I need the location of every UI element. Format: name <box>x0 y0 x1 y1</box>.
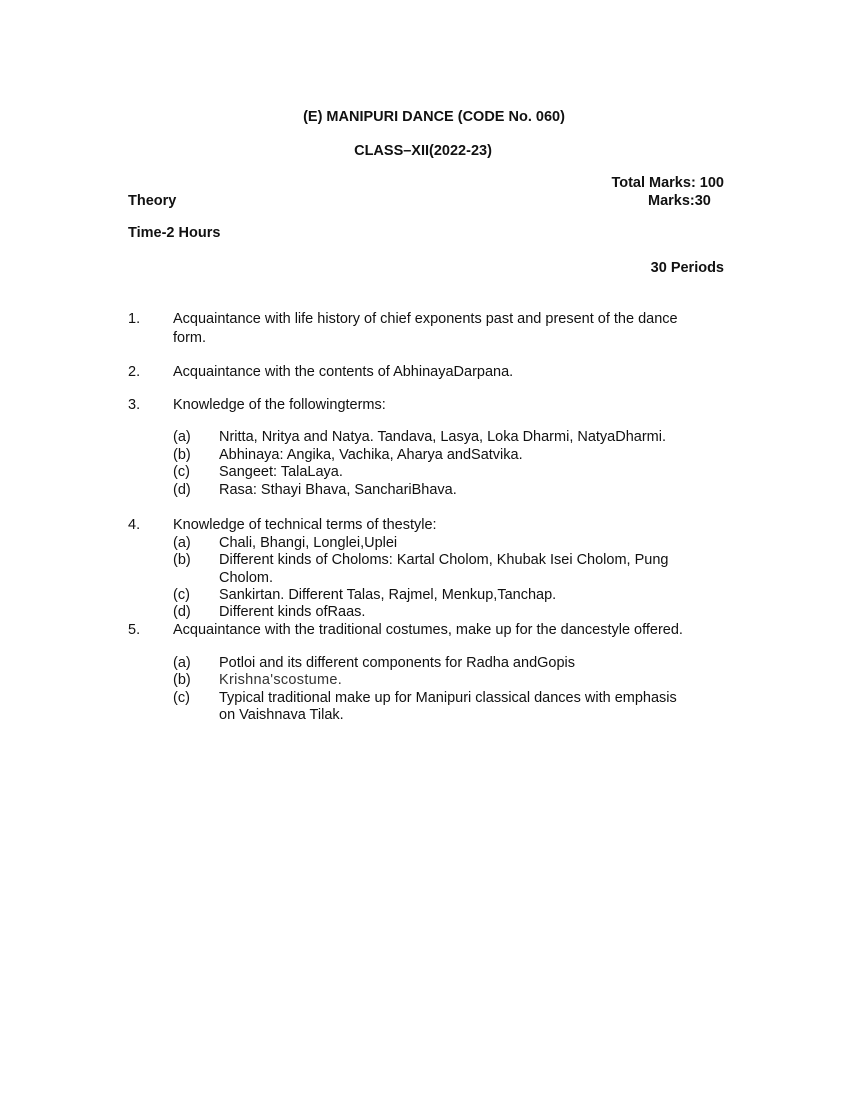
sub-item-text: Potloi and its different components for Radha andGopis <box>219 655 576 671</box>
sub-item-text: Krishna'scostume. <box>219 672 343 688</box>
theory-label: Theory <box>128 193 177 209</box>
sub-item-text: Abhinaya: Angika, Vachika, Aharya andSatvika. <box>219 447 523 463</box>
sub-item-label: (a) <box>173 429 191 445</box>
sub-item-text: Rasa: Sthayi Bhava, SanchariBhava. <box>219 482 457 498</box>
item-text: Acquaintance with life history of chief exponents past and present of the dance <box>173 311 678 327</box>
item-text: Knowledge of technical terms of thestyle: <box>173 517 437 533</box>
sub-item-text: Cholom. <box>219 570 273 586</box>
class-line: CLASS–XII(2022-23) <box>354 143 492 159</box>
item-number: 2. <box>128 364 141 380</box>
total-marks: Total Marks: 100 <box>611 175 724 191</box>
item-text: Acquaintance with the traditional costumes, make up for the dancestyle offered. <box>173 622 683 638</box>
sub-item-label: (c) <box>173 587 190 603</box>
sub-item-text: Different kinds ofRaas. <box>219 604 366 620</box>
document-title: (E) MANIPURI DANCE (CODE No. 060) <box>303 109 565 125</box>
sub-item-text: Sankirtan. Different Talas, Rajmel, Menkup,Tanchap. <box>219 587 557 603</box>
theory-marks: Marks:30 <box>648 193 711 209</box>
time-label: Time-2 Hours <box>128 225 221 241</box>
sub-item-text: Sangeet: TalaLaya. <box>219 464 343 480</box>
item-number: 3. <box>128 397 141 413</box>
item-text: Knowledge of the followingterms: <box>173 397 386 413</box>
sub-item-label: (b) <box>173 672 191 688</box>
sub-item-label: (a) <box>173 535 191 551</box>
sub-item-text: Chali, Bhangi, Longlei,Uplei <box>219 535 398 551</box>
item-text: Acquaintance with the contents of AbhinayaDarpana. <box>173 364 514 380</box>
sub-item-text: on Vaishnava Tilak. <box>219 707 344 723</box>
sub-item-text: Nritta, Nritya and Natya. Tandava, Lasya, Loka Dharmi, NatyaDharmi. <box>219 429 667 445</box>
sub-item-label: (c) <box>173 464 190 480</box>
sub-item-text: Different kinds of Choloms: Kartal Cholom, Khubak Isei Cholom, Pung <box>219 552 669 568</box>
item-text: form. <box>173 330 207 346</box>
sub-item-label: (d) <box>173 604 191 620</box>
sub-item-label: (c) <box>173 690 190 706</box>
sub-item-label: (d) <box>173 482 191 498</box>
sub-item-label: (b) <box>173 552 191 568</box>
item-number: 1. <box>128 311 141 327</box>
sub-item-text: Typical traditional make up for Manipuri classical dances with emphasis <box>219 690 677 706</box>
item-number: 5. <box>128 622 141 638</box>
periods-label: 30 Periods <box>650 260 724 276</box>
sub-item-label: (b) <box>173 447 191 463</box>
sub-item-label: (a) <box>173 655 191 671</box>
item-number: 4. <box>128 517 141 533</box>
